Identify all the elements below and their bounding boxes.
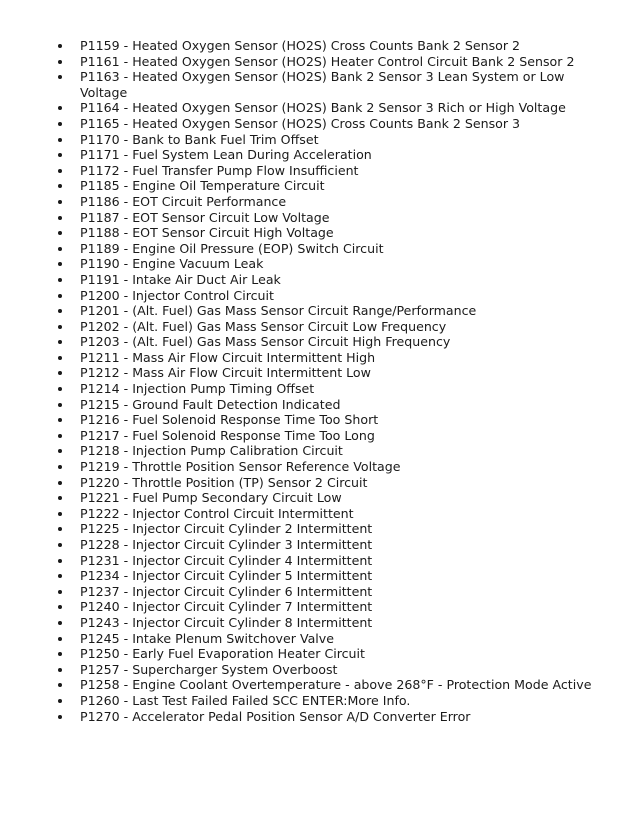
list-item-text: P1217 - Fuel Solenoid Response Time Too Long <box>80 427 375 443</box>
bullet-icon <box>58 590 62 594</box>
list-item-text: P1165 - Heated Oxygen Sensor (HO2S) Cross Counts Bank 2 Sensor 3 <box>80 115 521 131</box>
list-item-text: P1187 - EOT Sensor Circuit Low Voltage <box>80 209 330 225</box>
list-item-text: P1250 - Early Fuel Evaporation Heater Circuit <box>80 646 365 662</box>
list-item-text: P1218 - Injection Pump Calibration Circuit <box>80 443 343 459</box>
list-item <box>0 288 638 304</box>
bullet-icon <box>58 122 62 126</box>
bullet-icon <box>58 169 62 173</box>
list-item <box>0 69 638 100</box>
list-item-text: P1202 - (Alt. Fuel) Gas Mass Sensor Circuit Low Frequency <box>80 318 447 334</box>
list-item-text: P1200 - Injector Control Circuit <box>80 287 274 303</box>
list-item-text: P1188 - EOT Sensor Circuit High Voltage <box>80 225 334 241</box>
bullet-icon <box>58 574 62 578</box>
bullet-icon <box>58 356 62 360</box>
list-item-text: P1172 - Fuel Transfer Pump Flow Insufficient <box>80 162 359 178</box>
list-item <box>0 521 638 537</box>
list-item <box>0 475 638 491</box>
bullet-icon <box>58 449 62 453</box>
list-item-text: P1186 - EOT Circuit Performance <box>80 193 287 209</box>
bullet-icon <box>58 231 62 235</box>
bullet-icon <box>58 559 62 563</box>
bullet-icon <box>58 247 62 251</box>
list-item <box>0 584 638 600</box>
bullet-icon <box>58 683 62 687</box>
list-item <box>0 662 638 678</box>
list-item <box>0 709 638 725</box>
bullet-icon <box>58 481 62 485</box>
bullet-icon <box>58 294 62 298</box>
bullet-icon <box>58 434 62 438</box>
list-item-text: P1212 - Mass Air Flow Circuit Intermittent Low <box>80 365 371 381</box>
bullet-icon <box>58 403 62 407</box>
list-item-text: P1171 - Fuel System Lean During Acceleration <box>80 147 372 163</box>
list-item <box>0 116 638 132</box>
bullet-icon <box>58 153 62 157</box>
bullet-icon <box>58 465 62 469</box>
list-item-text: P1231 - Injector Circuit Cylinder 4 Intermittent <box>80 552 373 568</box>
list-item-text: P1163 - Heated Oxygen Sensor (HO2S) Bank 2 Sensor 3 Lean System or Low Voltage <box>80 69 565 100</box>
list-item <box>0 615 638 631</box>
bullet-icon <box>58 543 62 547</box>
bullet-icon <box>58 138 62 142</box>
bullet-icon <box>58 60 62 64</box>
bullet-icon <box>58 340 62 344</box>
list-item-text: P1164 - Heated Oxygen Sensor (HO2S) Bank 2 Sensor 3 Rich or High Voltage <box>80 100 566 116</box>
list-item <box>0 381 638 397</box>
list-item <box>0 272 638 288</box>
list-item <box>0 210 638 226</box>
list-item-text: P1203 - (Alt. Fuel) Gas Mass Sensor Circuit High Frequency <box>80 334 451 350</box>
list-item <box>0 490 638 506</box>
bullet-icon <box>58 715 62 719</box>
list-item <box>0 568 638 584</box>
list-item <box>0 506 638 522</box>
bullet-icon <box>58 75 62 79</box>
list-item-text: P1222 - Injector Control Circuit Intermittent <box>80 505 354 521</box>
list-item-text: P1219 - Throttle Position Sensor Reference Voltage <box>80 459 401 475</box>
bullet-icon <box>58 496 62 500</box>
trouble-code-list <box>0 38 638 724</box>
list-item <box>0 225 638 241</box>
list-item-text: P1214 - Injection Pump Timing Offset <box>80 381 315 397</box>
bullet-icon <box>58 184 62 188</box>
bullet-icon <box>58 605 62 609</box>
list-item <box>0 599 638 615</box>
list-item <box>0 397 638 413</box>
list-item <box>0 365 638 381</box>
list-item-text: P1201 - (Alt. Fuel) Gas Mass Sensor Circuit Range/Performance <box>80 303 477 319</box>
list-item-text: P1245 - Intake Plenum Switchover Valve <box>80 630 334 646</box>
list-item <box>0 693 638 709</box>
bullet-icon <box>58 200 62 204</box>
list-item <box>0 677 638 693</box>
list-item-text: P1216 - Fuel Solenoid Response Time Too Short <box>80 412 379 428</box>
bullet-icon <box>58 668 62 672</box>
bullet-icon <box>58 512 62 516</box>
bullet-icon <box>58 699 62 703</box>
list-item-text: P1258 - Engine Coolant Overtemperature - above 268°F - Protection Mode Active <box>80 677 592 693</box>
list-item-text: P1191 - Intake Air Duct Air Leak <box>80 271 281 287</box>
list-item <box>0 163 638 179</box>
bullet-icon <box>58 106 62 110</box>
list-item <box>0 178 638 194</box>
list-item-text: P1240 - Injector Circuit Cylinder 7 Intermittent <box>80 599 373 615</box>
list-item-text: P1260 - Last Test Failed Failed SCC ENTER:More Info. <box>80 692 411 708</box>
list-item-text: P1215 - Ground Fault Detection Indicated <box>80 396 341 412</box>
bullet-icon <box>58 637 62 641</box>
list-item <box>0 100 638 116</box>
list-item-text: P1170 - Bank to Bank Fuel Trim Offset <box>80 131 319 147</box>
list-item <box>0 553 638 569</box>
list-item <box>0 147 638 163</box>
list-item-text: P1189 - Engine Oil Pressure (EOP) Switch Circuit <box>80 240 384 256</box>
list-item <box>0 412 638 428</box>
list-item <box>0 537 638 553</box>
list-item <box>0 443 638 459</box>
list-item-text: P1228 - Injector Circuit Cylinder 3 Intermittent <box>80 537 373 552</box>
bullet-icon <box>58 262 62 266</box>
list-item <box>0 350 638 366</box>
list-item <box>0 319 638 335</box>
bullet-icon <box>58 216 62 220</box>
list-item-text: P1234 - Injector Circuit Cylinder 5 Intermittent <box>80 568 373 584</box>
list-item <box>0 256 638 272</box>
list-item-text: P1221 - Fuel Pump Secondary Circuit Low <box>80 490 342 506</box>
list-item-text: P1270 - Accelerator Pedal Position Sensor A/D Converter Error <box>80 708 471 724</box>
bullet-icon <box>58 309 62 313</box>
bullet-icon <box>58 527 62 531</box>
bullet-icon <box>58 325 62 329</box>
list-item <box>0 132 638 148</box>
bullet-icon <box>58 418 62 422</box>
bullet-icon <box>58 621 62 625</box>
list-item-text: P1211 - Mass Air Flow Circuit Intermittent High <box>80 349 376 365</box>
list-item <box>0 334 638 350</box>
list-item <box>0 54 638 70</box>
bullet-icon <box>58 371 62 375</box>
list-item <box>0 241 638 257</box>
list-item-text: P1243 - Injector Circuit Cylinder 8 Intermittent <box>80 614 373 630</box>
list-item-text: P1159 - Heated Oxygen Sensor (HO2S) Cross Counts Bank 2 Sensor 2 <box>80 38 521 53</box>
list-item-text: P1225 - Injector Circuit Cylinder 2 Intermittent <box>80 521 373 537</box>
list-item-text: P1237 - Injector Circuit Cylinder 6 Intermittent <box>80 583 373 599</box>
bullet-icon <box>58 44 62 48</box>
list-item <box>0 38 638 54</box>
list-item <box>0 303 638 319</box>
bullet-icon <box>58 387 62 391</box>
list-item-text: P1161 - Heated Oxygen Sensor (HO2S) Heater Control Circuit Bank 2 Sensor 2 <box>80 53 575 69</box>
bullet-icon <box>58 652 62 656</box>
list-item-text: P1220 - Throttle Position (TP) Sensor 2 Circuit <box>80 474 368 490</box>
list-item-text: P1257 - Supercharger System Overboost <box>80 661 338 677</box>
list-item <box>0 194 638 210</box>
list-item-text: P1185 - Engine Oil Temperature Circuit <box>80 178 325 194</box>
list-item <box>0 631 638 647</box>
list-item-text: P1190 - Engine Vacuum Leak <box>80 256 264 272</box>
bullet-icon <box>58 278 62 282</box>
list-item <box>0 428 638 444</box>
list-item <box>0 646 638 662</box>
list-item <box>0 459 638 475</box>
